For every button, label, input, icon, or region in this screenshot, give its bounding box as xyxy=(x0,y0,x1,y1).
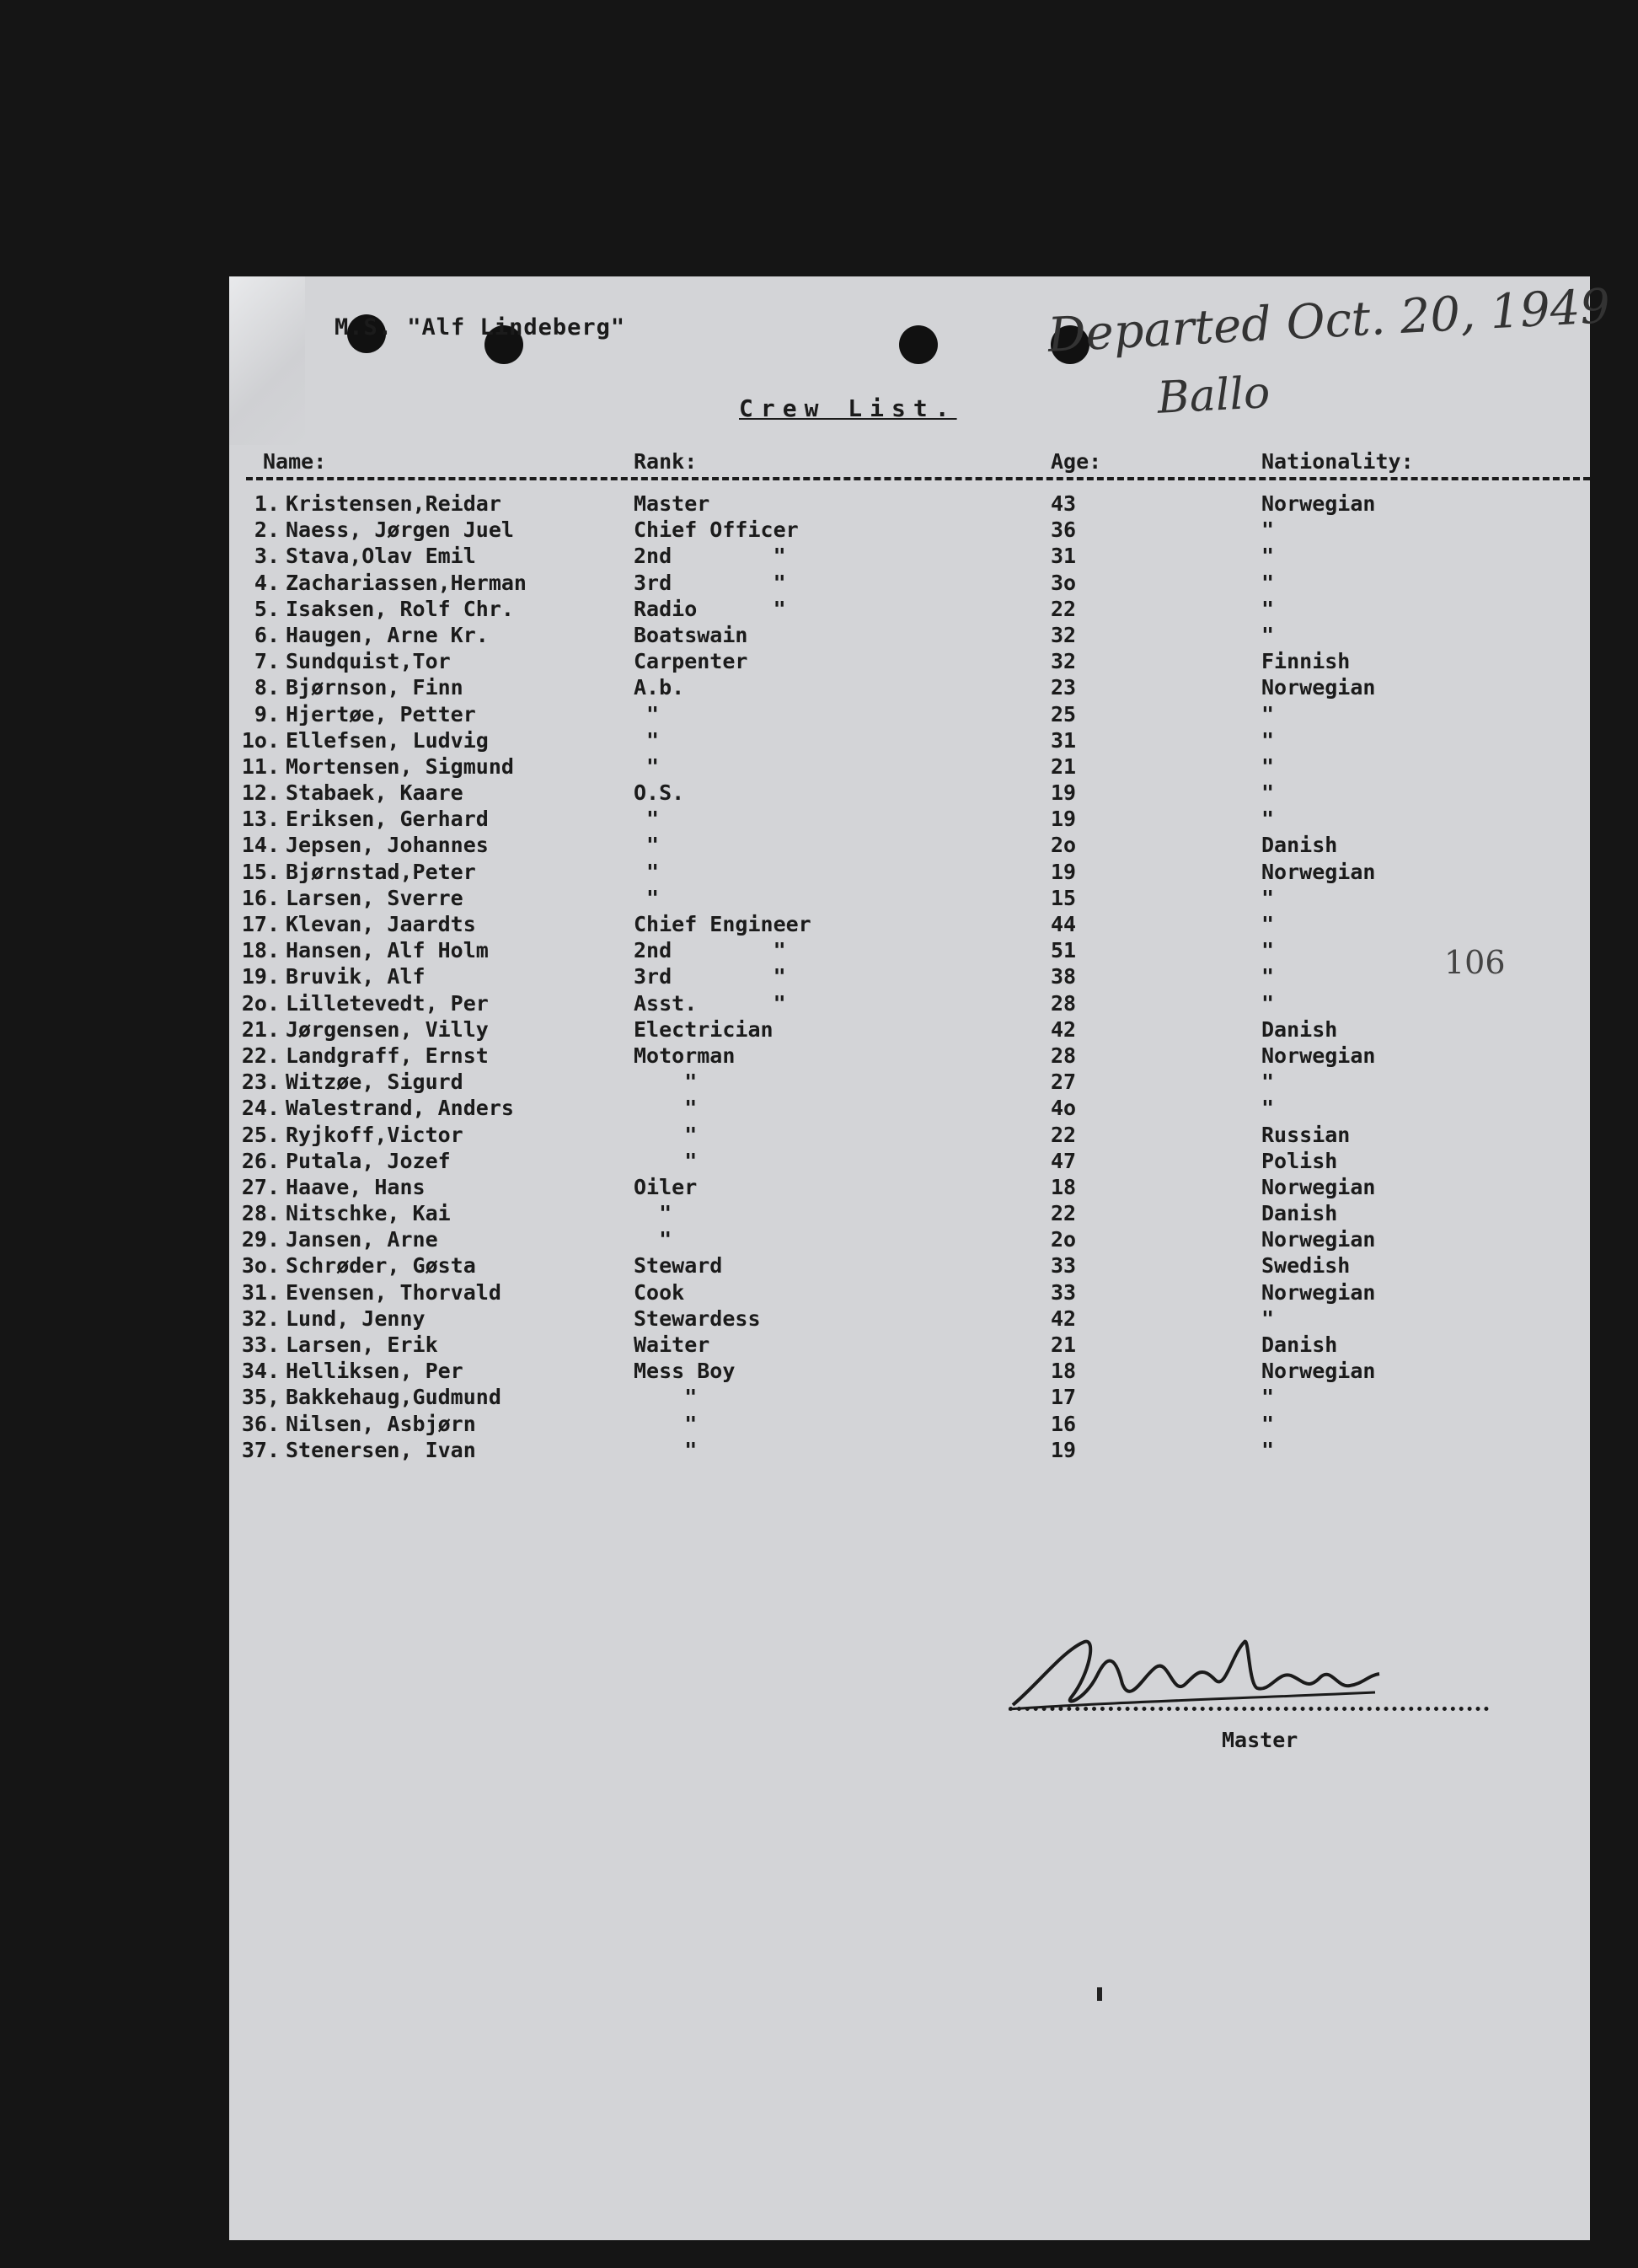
crew-number: 28. xyxy=(241,1201,280,1226)
crew-rank: Stewardess xyxy=(634,1306,761,1331)
crew-rank: Chief Officer xyxy=(634,517,799,543)
crew-nationality: " xyxy=(1261,1096,1275,1121)
crew-age: 4o xyxy=(1051,1096,1077,1121)
crew-row xyxy=(229,675,1590,701)
crew-row xyxy=(229,833,1590,859)
crew-name: Ryjkoff,Victor xyxy=(286,1122,463,1147)
crew-age: 43 xyxy=(1051,491,1077,516)
crew-name: Putala, Jozef xyxy=(286,1148,451,1173)
crew-rank: Master xyxy=(634,491,710,516)
crew-row xyxy=(229,912,1590,938)
crew-rank: Waiter xyxy=(634,1332,710,1357)
crew-row xyxy=(229,1332,1590,1359)
crew-nationality: " xyxy=(1261,990,1275,1016)
crew-nationality: Norwegian xyxy=(1261,1174,1376,1199)
crew-rank: 2nd " xyxy=(634,938,786,963)
crew-rank: Boatswain xyxy=(634,622,748,647)
crew-age: 17 xyxy=(1051,1385,1077,1410)
crew-name: Lilletevedt, Per xyxy=(286,990,489,1016)
crew-rank: Oiler xyxy=(634,1174,698,1199)
crew-age: 21 xyxy=(1051,753,1077,779)
handwritten-departure-note: Departed Oct. 20, 1949 xyxy=(1046,279,1612,363)
crew-rank: Mess Boy xyxy=(634,1359,736,1384)
crew-nationality: " xyxy=(1261,1437,1275,1462)
crew-number: 19. xyxy=(241,964,280,989)
crew-nationality: " xyxy=(1261,1411,1275,1436)
crew-age: 18 xyxy=(1051,1174,1077,1199)
crew-age: 31 xyxy=(1051,727,1077,753)
crew-rank: Chief Engineer xyxy=(634,912,811,936)
crew-name: Jepsen, Johannes xyxy=(286,833,489,858)
crew-number: 2. xyxy=(254,517,280,543)
crew-rank: " xyxy=(634,1411,698,1436)
crew-age: 31 xyxy=(1051,544,1077,569)
crew-rank: " xyxy=(634,859,660,884)
signature-label: Master xyxy=(1222,1728,1298,1752)
crew-name: Klevan, Jaardts xyxy=(286,912,476,936)
crew-age: 15 xyxy=(1051,885,1077,910)
crew-number: 13. xyxy=(241,807,280,832)
crew-number: 34. xyxy=(241,1359,280,1384)
crew-name: Witzøe, Sigurd xyxy=(286,1070,463,1095)
crew-table xyxy=(229,491,1590,1464)
crew-nationality: Norwegian xyxy=(1261,491,1376,516)
crew-row xyxy=(229,597,1590,623)
paper-mark xyxy=(1097,1987,1102,2001)
crew-row xyxy=(229,1043,1590,1070)
crew-row xyxy=(229,1280,1590,1306)
crew-row xyxy=(229,1306,1590,1332)
crew-row xyxy=(229,991,1590,1017)
crew-nationality: Polish xyxy=(1261,1148,1338,1173)
crew-age: 27 xyxy=(1051,1070,1077,1095)
crew-number: 15. xyxy=(241,859,280,884)
crew-age: 42 xyxy=(1051,1306,1077,1331)
crew-number: 24. xyxy=(241,1096,280,1121)
crew-row xyxy=(229,544,1590,570)
crew-name: Sundquist,Tor xyxy=(286,649,451,674)
crew-row xyxy=(229,1175,1590,1201)
crew-nationality: Norwegian xyxy=(1261,1227,1376,1252)
crew-name: Kristensen,Reidar xyxy=(286,491,501,516)
crew-name: Bakkehaug,Gudmund xyxy=(286,1385,501,1410)
crew-number: 32. xyxy=(241,1306,280,1331)
crew-age: 51 xyxy=(1051,938,1077,963)
crew-age: 36 xyxy=(1051,517,1077,543)
crew-nationality: Norwegian xyxy=(1261,859,1376,884)
crew-number: 9. xyxy=(254,701,280,727)
master-signature xyxy=(1004,1625,1384,1718)
crew-rank: " xyxy=(634,1096,698,1121)
crew-rank: Steward xyxy=(634,1253,723,1279)
crew-name: Ellefsen, Ludvig xyxy=(286,727,489,753)
crew-name: Hjertøe, Petter xyxy=(286,701,476,727)
crew-row xyxy=(229,1123,1590,1149)
crew-nationality: Danish xyxy=(1261,1201,1338,1226)
crew-name: Bruvik, Alf xyxy=(286,964,426,989)
crew-name: Naess, Jørgen Juel xyxy=(286,517,514,543)
crew-age: 33 xyxy=(1051,1279,1077,1305)
crew-name: Isaksen, Rolf Chr. xyxy=(286,596,514,621)
crew-age: 22 xyxy=(1051,1122,1077,1147)
crew-row xyxy=(229,1385,1590,1411)
crew-nationality: " xyxy=(1261,727,1275,753)
crew-nationality: Norwegian xyxy=(1261,1359,1376,1384)
crew-age: 21 xyxy=(1051,1332,1077,1357)
crew-row xyxy=(229,1412,1590,1438)
crew-nationality: " xyxy=(1261,885,1275,910)
crew-row xyxy=(229,491,1590,517)
crew-number: 5. xyxy=(254,596,280,621)
header-divider xyxy=(246,477,1590,480)
crew-number: 22. xyxy=(241,1043,280,1068)
crew-name: Stenersen, Ivan xyxy=(286,1437,476,1462)
crew-name: Lund, Jenny xyxy=(286,1306,426,1331)
crew-number: 26. xyxy=(241,1148,280,1173)
crew-name: Bjørnson, Finn xyxy=(286,675,463,700)
ship-name: M.S. "Alf Lindeberg" xyxy=(335,314,626,340)
crew-row xyxy=(229,1201,1590,1227)
crew-number: 3. xyxy=(254,544,280,569)
crew-name: Larsen, Erik xyxy=(286,1332,438,1357)
crew-row xyxy=(229,1149,1590,1175)
crew-rank: 3rd " xyxy=(634,570,786,595)
crew-name: Larsen, Sverre xyxy=(286,885,463,910)
crew-nationality: Russian xyxy=(1261,1122,1351,1147)
crew-number: 37. xyxy=(241,1437,280,1462)
crew-number: 18. xyxy=(241,938,280,963)
crew-rank: Asst. " xyxy=(634,990,786,1016)
crew-age: 19 xyxy=(1051,807,1077,832)
crew-number: 11. xyxy=(241,753,280,779)
crew-row xyxy=(229,1253,1590,1279)
signature-line xyxy=(1009,1707,1489,1711)
crew-number: 6. xyxy=(254,622,280,647)
crew-age: 32 xyxy=(1051,622,1077,647)
crew-rank: " xyxy=(634,753,660,779)
punch-hole xyxy=(899,325,938,364)
crew-name: Walestrand, Anders xyxy=(286,1096,514,1121)
crew-name: Eriksen, Gerhard xyxy=(286,807,489,832)
crew-row xyxy=(229,649,1590,675)
crew-age: 2o xyxy=(1051,1227,1077,1252)
crew-name: Zachariassen,Herman xyxy=(286,570,527,595)
crew-rank: Motorman xyxy=(634,1043,736,1068)
crew-nationality: Norwegian xyxy=(1261,675,1376,700)
column-header-rank: Rank: xyxy=(634,449,698,474)
crew-nationality: " xyxy=(1261,938,1275,963)
crew-row xyxy=(229,1017,1590,1043)
crew-nationality: " xyxy=(1261,596,1275,621)
crew-age: 19 xyxy=(1051,780,1077,806)
crew-rank: A.b. xyxy=(634,675,685,700)
crew-rank: " xyxy=(634,1201,672,1226)
crew-name: Helliksen, Per xyxy=(286,1359,463,1384)
crew-rank: Radio " xyxy=(634,596,786,621)
crew-row xyxy=(229,1359,1590,1385)
crew-row xyxy=(229,1227,1590,1253)
crew-name: Nitschke, Kai xyxy=(286,1201,451,1226)
crew-number: 8. xyxy=(254,675,280,700)
crew-rank: Electrician xyxy=(634,1016,774,1042)
crew-nationality: Danish xyxy=(1261,1016,1338,1042)
crew-nationality: Danish xyxy=(1261,1332,1338,1357)
crew-rank: O.S. xyxy=(634,780,685,806)
crew-age: 25 xyxy=(1051,701,1077,727)
crew-number: 29. xyxy=(241,1227,280,1252)
crew-number: 7. xyxy=(254,649,280,674)
crew-age: 19 xyxy=(1051,859,1077,884)
column-header-nationality: Nationality: xyxy=(1261,449,1414,474)
crew-row xyxy=(229,1438,1590,1464)
crew-nationality: " xyxy=(1261,701,1275,727)
crew-number: 17. xyxy=(241,912,280,936)
crew-nationality: " xyxy=(1261,780,1275,806)
crew-row xyxy=(229,964,1590,990)
crew-nationality: Swedish xyxy=(1261,1253,1351,1279)
crew-rank: " xyxy=(634,1070,698,1095)
crew-nationality: " xyxy=(1261,1306,1275,1331)
crew-name: Schrøder, Gøsta xyxy=(286,1253,476,1279)
crew-age: 2o xyxy=(1051,833,1077,858)
crew-name: Jansen, Arne xyxy=(286,1227,438,1252)
crew-number: 23. xyxy=(241,1070,280,1095)
crew-number: 21. xyxy=(241,1016,280,1042)
crew-number: 16. xyxy=(241,885,280,910)
crew-number: 2o. xyxy=(241,990,280,1016)
crew-age: 19 xyxy=(1051,1437,1077,1462)
crew-name: Landgraff, Ernst xyxy=(286,1043,489,1068)
crew-nationality: Norwegian xyxy=(1261,1043,1376,1068)
crew-rank: Carpenter xyxy=(634,649,748,674)
page-number: 106 xyxy=(1444,944,1506,981)
crew-nationality: Danish xyxy=(1261,833,1338,858)
crew-number: 36. xyxy=(241,1411,280,1436)
crew-row xyxy=(229,517,1590,544)
crew-age: 23 xyxy=(1051,675,1077,700)
crew-row xyxy=(229,860,1590,886)
crew-rank: Cook xyxy=(634,1279,685,1305)
crew-number: 35, xyxy=(241,1385,280,1410)
crew-age: 47 xyxy=(1051,1148,1077,1173)
crew-number: 4. xyxy=(254,570,280,595)
crew-rank: " xyxy=(634,885,660,910)
crew-age: 38 xyxy=(1051,964,1077,989)
crew-age: 22 xyxy=(1051,596,1077,621)
crew-rank: 2nd " xyxy=(634,544,786,569)
crew-age: 3o xyxy=(1051,570,1077,595)
crew-rank: " xyxy=(634,1148,698,1173)
handwritten-initials: Ballo xyxy=(1156,367,1271,424)
crew-rank: " xyxy=(634,1385,698,1410)
crew-row xyxy=(229,754,1590,780)
crew-nationality: " xyxy=(1261,964,1275,989)
crew-nationality: " xyxy=(1261,753,1275,779)
crew-number: 31. xyxy=(241,1279,280,1305)
torn-corner xyxy=(229,276,305,445)
crew-number: 25. xyxy=(241,1122,280,1147)
column-header-age: Age: xyxy=(1051,449,1102,474)
crew-name: Jørgensen, Villy xyxy=(286,1016,489,1042)
crew-nationality: " xyxy=(1261,1070,1275,1095)
crew-nationality: Finnish xyxy=(1261,649,1351,674)
crew-rank: " xyxy=(634,1227,672,1252)
crew-number: 1. xyxy=(254,491,280,516)
crew-rank: " xyxy=(634,807,660,832)
crew-number: 1o. xyxy=(241,727,280,753)
crew-row xyxy=(229,623,1590,649)
crew-age: 33 xyxy=(1051,1253,1077,1279)
crew-row xyxy=(229,728,1590,754)
crew-name: Bjørnstad,Peter xyxy=(286,859,476,884)
crew-nationality: " xyxy=(1261,622,1275,647)
crew-row xyxy=(229,938,1590,964)
crew-rank: " xyxy=(634,727,660,753)
crew-name: Nilsen, Asbjørn xyxy=(286,1411,476,1436)
crew-number: 12. xyxy=(241,780,280,806)
column-header-name: Name: xyxy=(263,449,327,474)
crew-number: 3o. xyxy=(241,1253,280,1279)
crew-name: Mortensen, Sigmund xyxy=(286,753,514,779)
crew-row xyxy=(229,702,1590,728)
crew-age: 16 xyxy=(1051,1411,1077,1436)
crew-age: 28 xyxy=(1051,990,1077,1016)
crew-number: 14. xyxy=(241,833,280,858)
document-title: Crew List. xyxy=(739,394,957,422)
crew-nationality: " xyxy=(1261,517,1275,543)
crew-age: 28 xyxy=(1051,1043,1077,1068)
crew-row xyxy=(229,571,1590,597)
crew-name: Haugen, Arne Kr. xyxy=(286,622,489,647)
crew-age: 42 xyxy=(1051,1016,1077,1042)
crew-row xyxy=(229,886,1590,912)
crew-row xyxy=(229,1070,1590,1096)
crew-rank: " xyxy=(634,1437,698,1462)
crew-row xyxy=(229,807,1590,833)
crew-rank: 3rd " xyxy=(634,964,786,989)
crew-nationality: " xyxy=(1261,570,1275,595)
crew-nationality: Norwegian xyxy=(1261,1279,1376,1305)
crew-age: 32 xyxy=(1051,649,1077,674)
crew-age: 22 xyxy=(1051,1201,1077,1226)
document-page xyxy=(229,276,1612,2240)
crew-number: 27. xyxy=(241,1174,280,1199)
crew-rank: " xyxy=(634,833,660,858)
crew-name: Evensen, Thorvald xyxy=(286,1279,501,1305)
crew-nationality: " xyxy=(1261,544,1275,569)
crew-row xyxy=(229,1096,1590,1122)
crew-name: Haave, Hans xyxy=(286,1174,426,1199)
crew-name: Stava,Olav Emil xyxy=(286,544,476,569)
crew-age: 44 xyxy=(1051,912,1077,936)
crew-name: Stabaek, Kaare xyxy=(286,780,463,806)
crew-nationality: " xyxy=(1261,807,1275,832)
crew-row xyxy=(229,780,1590,807)
crew-nationality: " xyxy=(1261,1385,1275,1410)
crew-rank: " xyxy=(634,1122,698,1147)
crew-age: 18 xyxy=(1051,1359,1077,1384)
crew-name: Hansen, Alf Holm xyxy=(286,938,489,963)
crew-number: 33. xyxy=(241,1332,280,1357)
crew-nationality: " xyxy=(1261,912,1275,936)
crew-rank: " xyxy=(634,701,660,727)
